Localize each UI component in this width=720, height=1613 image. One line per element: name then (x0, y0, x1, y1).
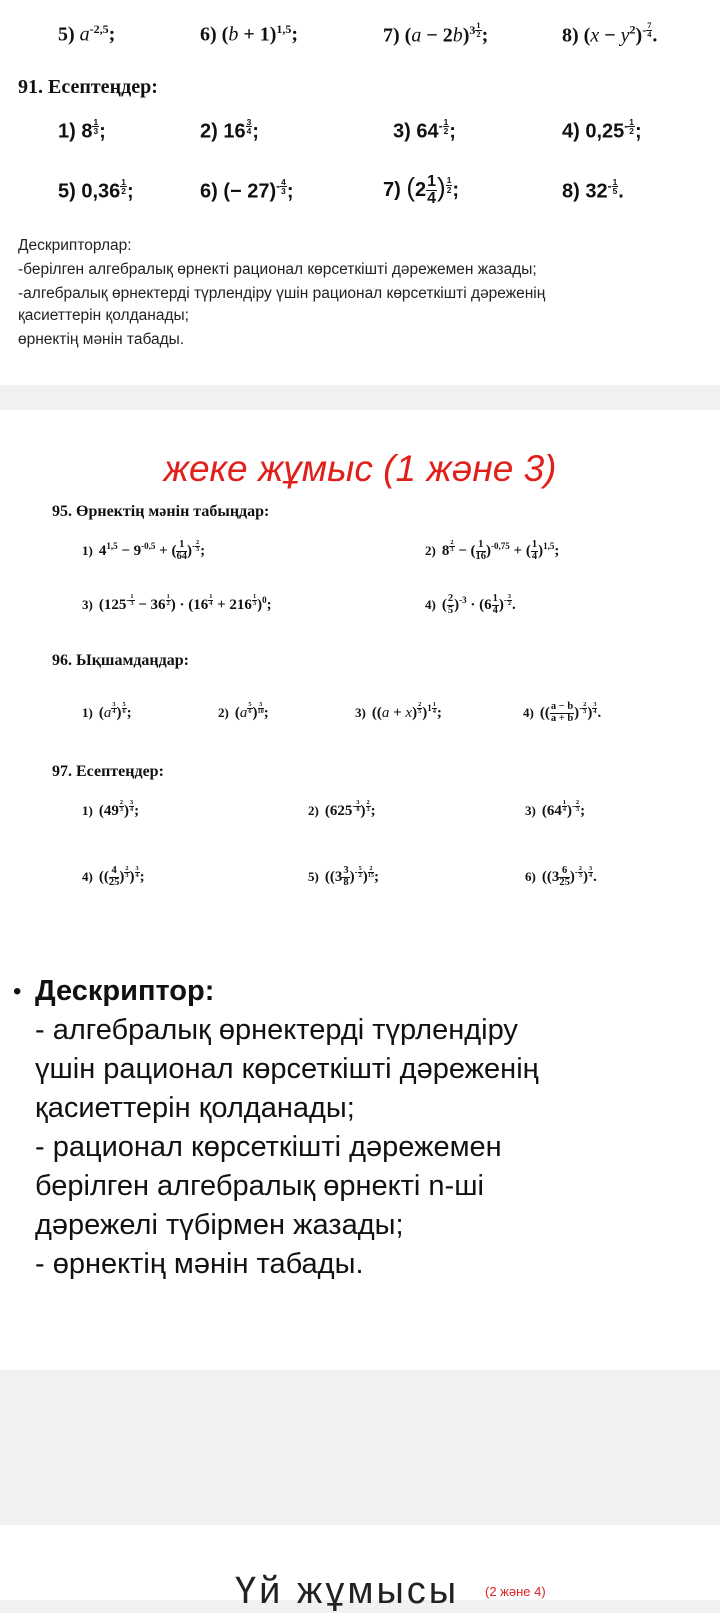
descriptor-line: -алгебралық өрнектерді түрлендіру үшін рационал көрсеткішті дәреженің (18, 285, 546, 302)
ex95-2: 2) 8 $^{\frac{2}{3}}$ − ( $\frac{1}{16}$ )$^{-0,75}$ + ( $\frac{1}{4}$ )$^{1,5}$; (425, 539, 560, 562)
ex91-7: 7) (2 $\frac{1}{4}$ ) $^{\frac{1}{2}}$ ; (383, 172, 460, 208)
expr-5: 5) $a^{-2,5}$; (58, 22, 116, 46)
bullet-icon: • (13, 978, 22, 1005)
ex95-3: 3) ($125^{- \frac{1}{3}}$ − 36 $^{\frac{1}{2}}$ ) · (16 $^{\frac{1}{4}}$ + 216 $^{\frac{1}{3}}$ )$^0$; (82, 593, 272, 613)
ex97-1: 1) (49 $^{\frac{2}{3}}$ ) $^{\frac{3}{4}}$ ; (82, 799, 140, 819)
descriptor-title: Дескриптор: (35, 975, 215, 1007)
homework-title: Үй жұмысы (235, 1570, 460, 1612)
ex91-3: 3) $64^{- \frac{1}{2}}$ ; (393, 117, 456, 143)
descriptor-block (13, 972, 695, 1284)
heading-95: 95. Өрнектің мәнін табыңдар: (52, 503, 270, 520)
expr-7: 7) $(a - 2b)^{3 \frac{1}{2}}$ ; (383, 21, 489, 47)
ex91-8: 8) $32^{- \frac{1}{5}}$ . (562, 177, 624, 203)
ex91-5: 5) 0,36 $^{\frac{1}{2}}$ ; (58, 177, 134, 203)
ex96-3: 3) ((a + x) $^{\frac{2}{5}}$ )$^{1 \frac{1}{4}}$ ; (355, 701, 442, 721)
ex97-5: 5) ((3 $\frac{3}{8}$ )$^{- \frac{5}{2}}$ ) $^{\frac{2}{15}}$ ; (308, 865, 380, 888)
descriptor-line: - өрнектің мәнін табады. (35, 1248, 364, 1280)
descriptors-heading: Дескрипторлар: (18, 237, 132, 254)
ex97-2: 2) ($625^{- \frac{3}{8}}$ ) $^{\frac{2}{3}}$ ; (308, 799, 376, 819)
section-title: жеке жұмыс (1 және 3) (163, 448, 557, 489)
descriptor-line: қасиеттерін қолданады; (18, 307, 189, 324)
ex97-6: 6) ((3 $\frac{6}{25}$ )$^{- \frac{2}{3}}$ ) $^{\frac{3}{4}}$ . (525, 865, 597, 888)
ex91-6: 6) (− 27)$^{- \frac{4}{3}}$ ; (200, 177, 294, 203)
descriptor-line: өрнектің мәнін табады. (18, 331, 185, 348)
heading-97: 97. Есептеңдер: (52, 763, 164, 780)
descriptor-heading (13, 972, 695, 1011)
ex91-4: 4) $0,25^{- \frac{1}{2}}$ ; (562, 117, 642, 143)
descriptor-line: - алгебралық өрнектерді түрлендіру (35, 1014, 518, 1046)
ex97-4: 4) (( $\frac{4}{25}$ ) $^{\frac{2}{3}}$ ) $^{\frac{3}{4}}$ ; (82, 865, 145, 888)
descriptor-line: берілген алгебралық өрнекті n-ші (35, 1170, 484, 1202)
expr-6: 6) $(b + 1)^{1,5}$; (200, 22, 299, 46)
expr-8: 8) $(x - y^2)^{- \frac{7}{4}}$ . (562, 21, 658, 47)
ex95-4: 4) ( $\frac{2}{5}$ )$^{-3}$ · (6 $\frac{1}{4}$ )$^{- \frac{3}{2}}$ . (425, 593, 516, 616)
ex95-1: 1) $4^{1,5} - 9^{-0,5}$ + ( $\frac{1}{64}$ )$^{- \frac{2}{3}}$ ; (82, 539, 206, 562)
descriptor-line: қасиеттерін қолданады; (35, 1092, 355, 1124)
descriptor-line: дәрежелі түбірмен жазады; (35, 1209, 404, 1241)
ex96-2: 2) (a $^{\frac{5}{6}}$ ) $^{\frac{3}{10}}$ ; (218, 701, 269, 721)
heading-96: 96. Ықшамдаңдар: (52, 652, 189, 669)
descriptor-line: - рационал көрсеткішті дәрежемен (35, 1131, 502, 1163)
ex91-1: 1) 8 $^{\frac{1}{3}}$ ; (58, 117, 106, 143)
ex96-4: 4) (( $\frac{a - b}{a + b}$ )$^{- \frac{2}{3}}$ ) $^{\frac{3}{4}}$ . (523, 701, 602, 724)
heading-91: 91. Есептеңдер: (18, 76, 158, 98)
ex96-1: 1) (a $^{\frac{3}{4}}$ ) $^{\frac{5}{6}}$ ; (82, 701, 132, 721)
descriptor-line: үшін рационал көрсеткішті дәреженің (35, 1053, 539, 1085)
ex91-2: 2) 16 $^{\frac{3}{4}}$ ; (200, 117, 259, 143)
homework-note: (2 және 4) (485, 1584, 546, 1599)
ex97-3: 3) (64 $^{\frac{1}{4}}$ )$^{- \frac{2}{3}}$ ; (525, 799, 586, 819)
descriptor-line: -берілген алгебралық өрнекті рационал көрсеткішті дәрежемен жазады; (18, 261, 537, 278)
